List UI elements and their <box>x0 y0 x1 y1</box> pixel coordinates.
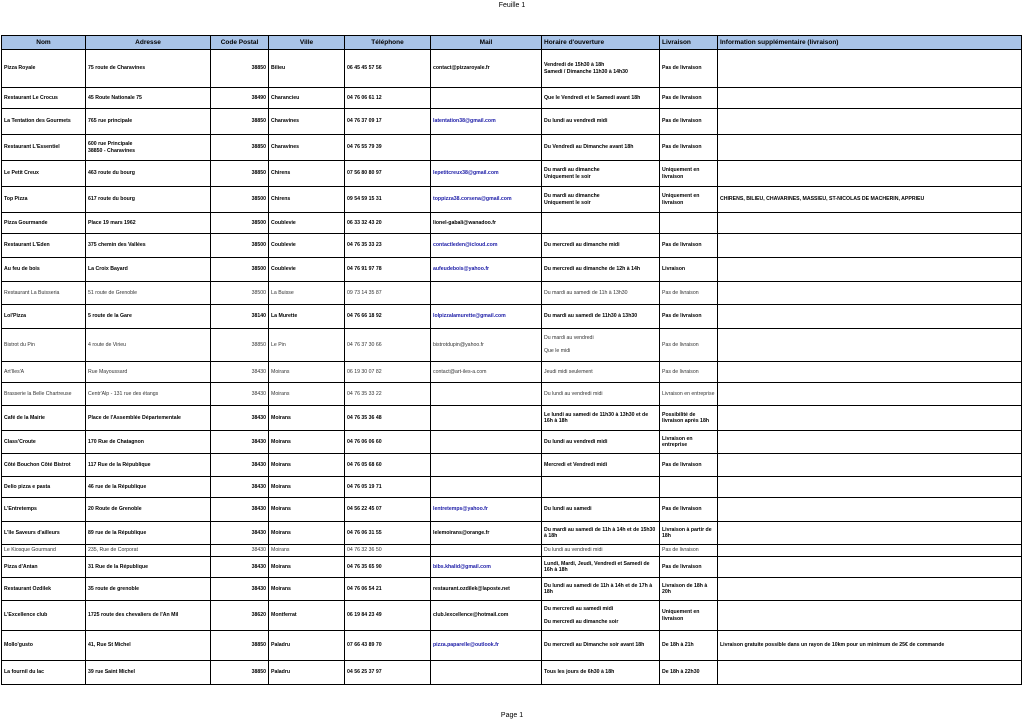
cell-adresse: 235, Rue de Corporat <box>86 545 211 557</box>
cell-nom: L'Excellence club <box>2 601 86 631</box>
cell-nom: Pizza Gourmande <box>2 213 86 234</box>
cell-telephone: 04 76 37 30 66 <box>345 329 431 362</box>
cell-info <box>718 161 1022 187</box>
cell-code-postal: 38850 <box>211 631 269 661</box>
cell-horaire <box>542 213 660 234</box>
cell-code-postal: 38850 <box>211 109 269 135</box>
cell-adresse: 4 route de Virieu <box>86 329 211 362</box>
cell-mail <box>431 282 542 305</box>
cell-code-postal: 38140 <box>211 305 269 329</box>
cell-ville: Charancieu <box>269 88 345 109</box>
cell-telephone: 06 45 45 57 56 <box>345 50 431 88</box>
cell-mail <box>431 661 542 685</box>
cell-nom: L'île Saveurs d'ailleurs <box>2 522 86 545</box>
cell-nom: Restaurant L'Eden <box>2 234 86 258</box>
cell-telephone: 04 76 35 33 22 <box>345 383 431 406</box>
cell-livraison: Pas de livraison <box>660 362 718 383</box>
cell-mail[interactable]: pizza.paparelle@outlook.fr <box>431 631 542 661</box>
cell-adresse: 89 rue de la République <box>86 522 211 545</box>
table-row <box>2 477 1022 498</box>
cell-nom: La Tentation des Gourmets <box>2 109 86 135</box>
cell-adresse: 375 chemin des Vallées <box>86 234 211 258</box>
cell-horaire: Du lundi au samedi de 11h à 14h et de 17h à 18h <box>542 578 660 601</box>
table-row <box>2 631 1022 661</box>
cell-info <box>718 213 1022 234</box>
cell-livraison: De 18h à 22h30 <box>660 661 718 685</box>
cell-horaire: Du mardi au samedi de 11h30 à 13h30 <box>542 305 660 329</box>
cell-horaire: Du mardi au dimanche Uniquement le soir <box>542 161 660 187</box>
table-row <box>2 522 1022 545</box>
cell-code-postal: 38490 <box>211 88 269 109</box>
cell-telephone: 04 76 55 79 39 <box>345 135 431 161</box>
cell-telephone: 04 76 06 31 55 <box>345 522 431 545</box>
cell-telephone: 04 76 06 06 60 <box>345 431 431 454</box>
cell-nom: Art'Iles'A <box>2 362 86 383</box>
cell-horaire: Que le Vendredi et le Samedi avant 18h <box>542 88 660 109</box>
cell-telephone: 04 76 05 68 60 <box>345 454 431 477</box>
cell-adresse: 45 Route Nationale 75 <box>86 88 211 109</box>
cell-adresse: 39 rue Saint Michel <box>86 661 211 685</box>
cell-ville: Le Pin <box>269 329 345 362</box>
cell-code-postal: 38430 <box>211 431 269 454</box>
cell-mail[interactable]: restaurant.ozdilek@laposte.net <box>431 578 542 601</box>
cell-horaire: Du lundi au vendredi midi <box>542 431 660 454</box>
cell-info <box>718 234 1022 258</box>
cell-adresse: 1725 route des chevaliers de l'An Mil <box>86 601 211 631</box>
cell-info <box>718 282 1022 305</box>
cell-livraison: Possibilité de livraison après 18h <box>660 406 718 431</box>
table-row <box>2 305 1022 329</box>
cell-horaire: Du mercredi au samedi midi Du mercredi au dimanche soir <box>542 601 660 631</box>
cell-adresse: Place de l'Assemblée Départementale <box>86 406 211 431</box>
cell-mail[interactable]: lelemoirans@orange.fr <box>431 522 542 545</box>
cell-ville: Bilieu <box>269 50 345 88</box>
cell-ville: Moirans <box>269 498 345 522</box>
cell-info: CHIRENS, BILIEU, CHAVARINES, MASSIEU, ST-NICOLAS DE MACHERIN, APPRIEU <box>718 187 1022 213</box>
cell-livraison: Livraison de 18h à 20h <box>660 578 718 601</box>
cell-ville: Coublevie <box>269 234 345 258</box>
cell-horaire: Vendredi de 15h30 à 18h Samedi / Dimanche 11h30 à 14h30 <box>542 50 660 88</box>
cell-telephone: 04 56 25 37 97 <box>345 661 431 685</box>
cell-code-postal: 38430 <box>211 383 269 406</box>
cell-ville: Moirans <box>269 557 345 578</box>
cell-code-postal: 38430 <box>211 557 269 578</box>
cell-code-postal: 38430 <box>211 498 269 522</box>
cell-mail <box>431 454 542 477</box>
cell-info <box>718 88 1022 109</box>
cell-horaire: Du mardi au samedi de 11h à 14h et de 15h30 à 18h <box>542 522 660 545</box>
cell-livraison: Uniquement en livraison <box>660 601 718 631</box>
cell-telephone: 04 76 35 65 90 <box>345 557 431 578</box>
cell-info <box>718 557 1022 578</box>
cell-livraison: Pas de livraison <box>660 498 718 522</box>
cell-info <box>718 498 1022 522</box>
table-row <box>2 383 1022 406</box>
cell-nom: Pizza Royale <box>2 50 86 88</box>
cell-horaire: Mercredi et Vendredi midi <box>542 454 660 477</box>
cell-mail <box>431 431 542 454</box>
cell-code-postal: 38430 <box>211 362 269 383</box>
cell-livraison: Pas de livraison <box>660 557 718 578</box>
cell-adresse: 600 rue Principale 38850 - Charavines <box>86 135 211 161</box>
cell-telephone: 04 76 35 36 48 <box>345 406 431 431</box>
cell-telephone: 07 66 43 89 70 <box>345 631 431 661</box>
cell-mail[interactable]: latentation38@gmail.com <box>431 109 542 135</box>
cell-livraison <box>660 477 718 498</box>
cell-nom: Mollo'gusto <box>2 631 86 661</box>
cell-telephone: 09 73 14 35 87 <box>345 282 431 305</box>
table-row <box>2 282 1022 305</box>
cell-livraison: Uniquement en livraison <box>660 187 718 213</box>
cell-ville: Paladru <box>269 631 345 661</box>
cell-livraison: Pas de livraison <box>660 135 718 161</box>
cell-mail[interactable]: lepetitcreux38@gmail.com <box>431 161 542 187</box>
cell-telephone: 04 76 32 36 50 <box>345 545 431 557</box>
cell-nom: Restaurant Le Crocus <box>2 88 86 109</box>
cell-code-postal: 38850 <box>211 135 269 161</box>
cell-info <box>718 305 1022 329</box>
cell-horaire: Jeudi midi seulement <box>542 362 660 383</box>
cell-adresse: 463 route du bourg <box>86 161 211 187</box>
header-livraison: Livraison <box>660 36 718 50</box>
cell-horaire: Du mercredi au dimanche de 12h à 14h <box>542 258 660 282</box>
cell-info <box>718 578 1022 601</box>
cell-livraison: Pas de livraison <box>660 454 718 477</box>
table-row <box>2 406 1022 431</box>
cell-adresse: 20 Route de Grenoble <box>86 498 211 522</box>
cell-ville: Chirens <box>269 187 345 213</box>
cell-livraison: Pas de livraison <box>660 50 718 88</box>
table-row <box>2 557 1022 578</box>
cell-nom: L'Entretemps <box>2 498 86 522</box>
cell-nom: Brasserie la Belle Chartreuse <box>2 383 86 406</box>
table-row <box>2 187 1022 213</box>
cell-ville: La Buisse <box>269 282 345 305</box>
cell-adresse: 41, Rue St Michel <box>86 631 211 661</box>
table-row <box>2 258 1022 282</box>
table-row <box>2 161 1022 187</box>
cell-info <box>718 329 1022 362</box>
cell-horaire: Du Vendredi au Dimanche avant 18h <box>542 135 660 161</box>
cell-telephone: 04 76 05 19 71 <box>345 477 431 498</box>
cell-nom: Class'Croute <box>2 431 86 454</box>
cell-telephone: 04 76 35 33 23 <box>345 234 431 258</box>
cell-livraison: De 18h à 21h <box>660 631 718 661</box>
cell-ville: Charavines <box>269 109 345 135</box>
table-row <box>2 431 1022 454</box>
cell-livraison: Pas de livraison <box>660 88 718 109</box>
cell-livraison: Livraison à partir de 18h <box>660 522 718 545</box>
cell-nom: Delio pizza e pasta <box>2 477 86 498</box>
cell-code-postal: 38500 <box>211 187 269 213</box>
cell-horaire: Du mardi au vendredi Que le midi <box>542 329 660 362</box>
cell-adresse: 617 route du bourg <box>86 187 211 213</box>
cell-mail <box>431 135 542 161</box>
cell-ville: Moirans <box>269 362 345 383</box>
table-row <box>2 498 1022 522</box>
restaurant-table <box>1 35 1022 685</box>
cell-code-postal: 38500 <box>211 258 269 282</box>
cell-horaire: Le lundi au samedi de 11h30 à 13h30 et de 16h à 18h <box>542 406 660 431</box>
cell-ville: Charavines <box>269 135 345 161</box>
cell-info <box>718 431 1022 454</box>
cell-mail <box>431 477 542 498</box>
cell-ville: Montferrat <box>269 601 345 631</box>
cell-ville: Moirans <box>269 578 345 601</box>
cell-nom: Le Kiosque Gourmand <box>2 545 86 557</box>
cell-nom: Le Petit Creux <box>2 161 86 187</box>
cell-horaire: Du lundi au vendredi midi <box>542 545 660 557</box>
cell-adresse: La Croix Bayard <box>86 258 211 282</box>
cell-nom: Bistrot du Pin <box>2 329 86 362</box>
cell-telephone: 04 76 66 18 92 <box>345 305 431 329</box>
page-footer: Page 1 <box>500 712 524 719</box>
cell-nom: Top Pizza <box>2 187 86 213</box>
cell-telephone: 04 76 91 97 78 <box>345 258 431 282</box>
table-row <box>2 329 1022 362</box>
cell-telephone: 06 19 30 07 82 <box>345 362 431 383</box>
cell-mail[interactable]: bistrotdupin@yahoo.fr <box>431 329 542 362</box>
cell-info <box>718 522 1022 545</box>
cell-mail[interactable]: contact@pizzaroyale.fr <box>431 50 542 88</box>
cell-horaire: Lundi, Mardi, Jeudi, Vendredi et Samedi de 16h à 18h <box>542 557 660 578</box>
table-row <box>2 454 1022 477</box>
cell-adresse: 31 Rue de la République <box>86 557 211 578</box>
cell-horaire: Du mercredi au dimanche midi <box>542 234 660 258</box>
cell-code-postal: 38850 <box>211 661 269 685</box>
cell-nom: Au feu de bois <box>2 258 86 282</box>
cell-telephone: 04 76 06 54 21 <box>345 578 431 601</box>
cell-mail[interactable]: contactleden@icloud.com <box>431 234 542 258</box>
cell-mail[interactable]: lionel-gabali@wanadoo.fr <box>431 213 542 234</box>
cell-mail[interactable]: contact@art-iles-a.com <box>431 362 542 383</box>
header-nom: Nom <box>2 36 86 50</box>
table-row <box>2 578 1022 601</box>
cell-mail <box>431 545 542 557</box>
cell-telephone: 04 76 06 61 12 <box>345 88 431 109</box>
cell-livraison: Pas de livraison <box>660 282 718 305</box>
cell-livraison: Pas de livraison <box>660 109 718 135</box>
cell-info: Livraison gratuite possible dans un rayon de 10km pour un minimum de 25€ de commande <box>718 631 1022 661</box>
cell-livraison: Livraison en entreprise <box>660 383 718 406</box>
cell-nom: Restaurant Ozdilek <box>2 578 86 601</box>
cell-info <box>718 454 1022 477</box>
cell-nom: Restaurant L'Essentiel <box>2 135 86 161</box>
header-mail: Mail <box>431 36 542 50</box>
cell-code-postal: 38430 <box>211 454 269 477</box>
cell-ville: Coublevie <box>269 213 345 234</box>
table-row <box>2 109 1022 135</box>
cell-livraison <box>660 213 718 234</box>
cell-mail <box>431 383 542 406</box>
cell-nom: Café de la Mairie <box>2 406 86 431</box>
cell-code-postal: 38430 <box>211 545 269 557</box>
cell-telephone: 04 76 37 09 17 <box>345 109 431 135</box>
cell-adresse: 51 route de Grenoble <box>86 282 211 305</box>
cell-info <box>718 383 1022 406</box>
cell-horaire: Tous les jours de 6h30 à 18h <box>542 661 660 685</box>
cell-telephone: 04 56 22 45 07 <box>345 498 431 522</box>
cell-nom: Restaurant La Buisseria <box>2 282 86 305</box>
cell-adresse: 5 route de la Gare <box>86 305 211 329</box>
cell-info <box>718 545 1022 557</box>
cell-nom: La fournil du lac <box>2 661 86 685</box>
table-row <box>2 601 1022 631</box>
cell-mail[interactable]: bibs.khalid@gmail.com <box>431 557 542 578</box>
header-ville: Ville <box>269 36 345 50</box>
cell-horaire: Du mercredi au Dimanche soir avant 18h <box>542 631 660 661</box>
cell-code-postal: 38430 <box>211 406 269 431</box>
cell-horaire: Du lundi au vendredi midi <box>542 383 660 406</box>
cell-code-postal: 38430 <box>211 477 269 498</box>
cell-adresse: 117 Rue de la République <box>86 454 211 477</box>
header-row <box>2 36 1022 50</box>
cell-horaire: Du mardi au samedi de 11h à 13h30 <box>542 282 660 305</box>
cell-code-postal: 38500 <box>211 234 269 258</box>
cell-livraison: Livraison en entreprise <box>660 431 718 454</box>
cell-ville: Moirans <box>269 522 345 545</box>
table-row <box>2 88 1022 109</box>
header-telephone: Téléphone <box>345 36 431 50</box>
table-row <box>2 213 1022 234</box>
cell-telephone: 09 54 59 15 31 <box>345 187 431 213</box>
cell-mail[interactable]: lolpizzalamurette@gmail.com <box>431 305 542 329</box>
cell-ville: Moirans <box>269 477 345 498</box>
cell-ville: Coublevie <box>269 258 345 282</box>
cell-ville: Moirans <box>269 431 345 454</box>
cell-ville: Moirans <box>269 383 345 406</box>
cell-adresse: 46 rue de la République <box>86 477 211 498</box>
cell-info <box>718 362 1022 383</box>
cell-adresse: 35 route de grenoble <box>86 578 211 601</box>
cell-code-postal: 38620 <box>211 601 269 631</box>
table-row <box>2 661 1022 685</box>
cell-code-postal: 38850 <box>211 329 269 362</box>
cell-ville: La Murette <box>269 305 345 329</box>
cell-info <box>718 477 1022 498</box>
cell-adresse: Rue Mayoussard <box>86 362 211 383</box>
cell-code-postal: 38850 <box>211 50 269 88</box>
cell-ville: Moirans <box>269 545 345 557</box>
cell-code-postal: 38430 <box>211 578 269 601</box>
cell-info <box>718 601 1022 631</box>
cell-mail <box>431 406 542 431</box>
cell-mail[interactable]: toppizza38.corsena@gmail.com <box>431 187 542 213</box>
cell-mail[interactable]: aufeudebois@yahoo.fr <box>431 258 542 282</box>
header-code-postal: Code Postal <box>211 36 269 50</box>
cell-code-postal: 38850 <box>211 161 269 187</box>
cell-ville: Moirans <box>269 406 345 431</box>
cell-info <box>718 661 1022 685</box>
cell-adresse: 170 Rue de Chatagnon <box>86 431 211 454</box>
cell-horaire: Du mardi au dimanche Uniquement le soir <box>542 187 660 213</box>
cell-code-postal: 38500 <box>211 213 269 234</box>
cell-telephone: 07 56 80 80 97 <box>345 161 431 187</box>
cell-info <box>718 258 1022 282</box>
cell-adresse: 75 route de Charavines <box>86 50 211 88</box>
cell-code-postal: 38430 <box>211 522 269 545</box>
sheet-title: Feuille 1 <box>498 2 526 9</box>
header-horaire: Horaire d'ouverture <box>542 36 660 50</box>
cell-code-postal: 38500 <box>211 282 269 305</box>
cell-horaire: Du lundi au samedi <box>542 498 660 522</box>
cell-nom: Côté Bouchon Côté Bistrot <box>2 454 86 477</box>
table-row <box>2 362 1022 383</box>
cell-adresse: 765 rue principale <box>86 109 211 135</box>
cell-livraison: Livraison <box>660 258 718 282</box>
cell-adresse: Place 19 mars 1962 <box>86 213 211 234</box>
cell-ville: Paladru <box>269 661 345 685</box>
cell-nom: Lol'Pizza <box>2 305 86 329</box>
cell-ville: Moirans <box>269 454 345 477</box>
cell-info <box>718 135 1022 161</box>
cell-livraison: Uniquement en livraison <box>660 161 718 187</box>
table-row <box>2 50 1022 88</box>
header-info: Information supplémentaire (livraison) <box>718 36 1022 50</box>
cell-livraison: Pas de livraison <box>660 305 718 329</box>
cell-horaire: Du lundi au vendredi midi <box>542 109 660 135</box>
header-adresse: Adresse <box>86 36 211 50</box>
cell-telephone: 06 33 32 43 20 <box>345 213 431 234</box>
cell-mail <box>431 88 542 109</box>
cell-mail[interactable]: club.lexcellence@hotmail.com <box>431 601 542 631</box>
cell-livraison: Pas de livraison <box>660 234 718 258</box>
cell-ville: Chirens <box>269 161 345 187</box>
cell-mail[interactable]: lentretemps@yahoo.fr <box>431 498 542 522</box>
cell-telephone: 06 19 84 23 49 <box>345 601 431 631</box>
table-row <box>2 135 1022 161</box>
cell-adresse: Centr'Alp - 131 rue des étangs <box>86 383 211 406</box>
cell-info <box>718 406 1022 431</box>
cell-livraison: Pas de livraison <box>660 545 718 557</box>
cell-info <box>718 109 1022 135</box>
table-row <box>2 545 1022 557</box>
cell-horaire <box>542 477 660 498</box>
cell-nom: Pizza d'Antan <box>2 557 86 578</box>
cell-livraison: Pas de livraison <box>660 329 718 362</box>
table-row <box>2 234 1022 258</box>
cell-info <box>718 50 1022 88</box>
